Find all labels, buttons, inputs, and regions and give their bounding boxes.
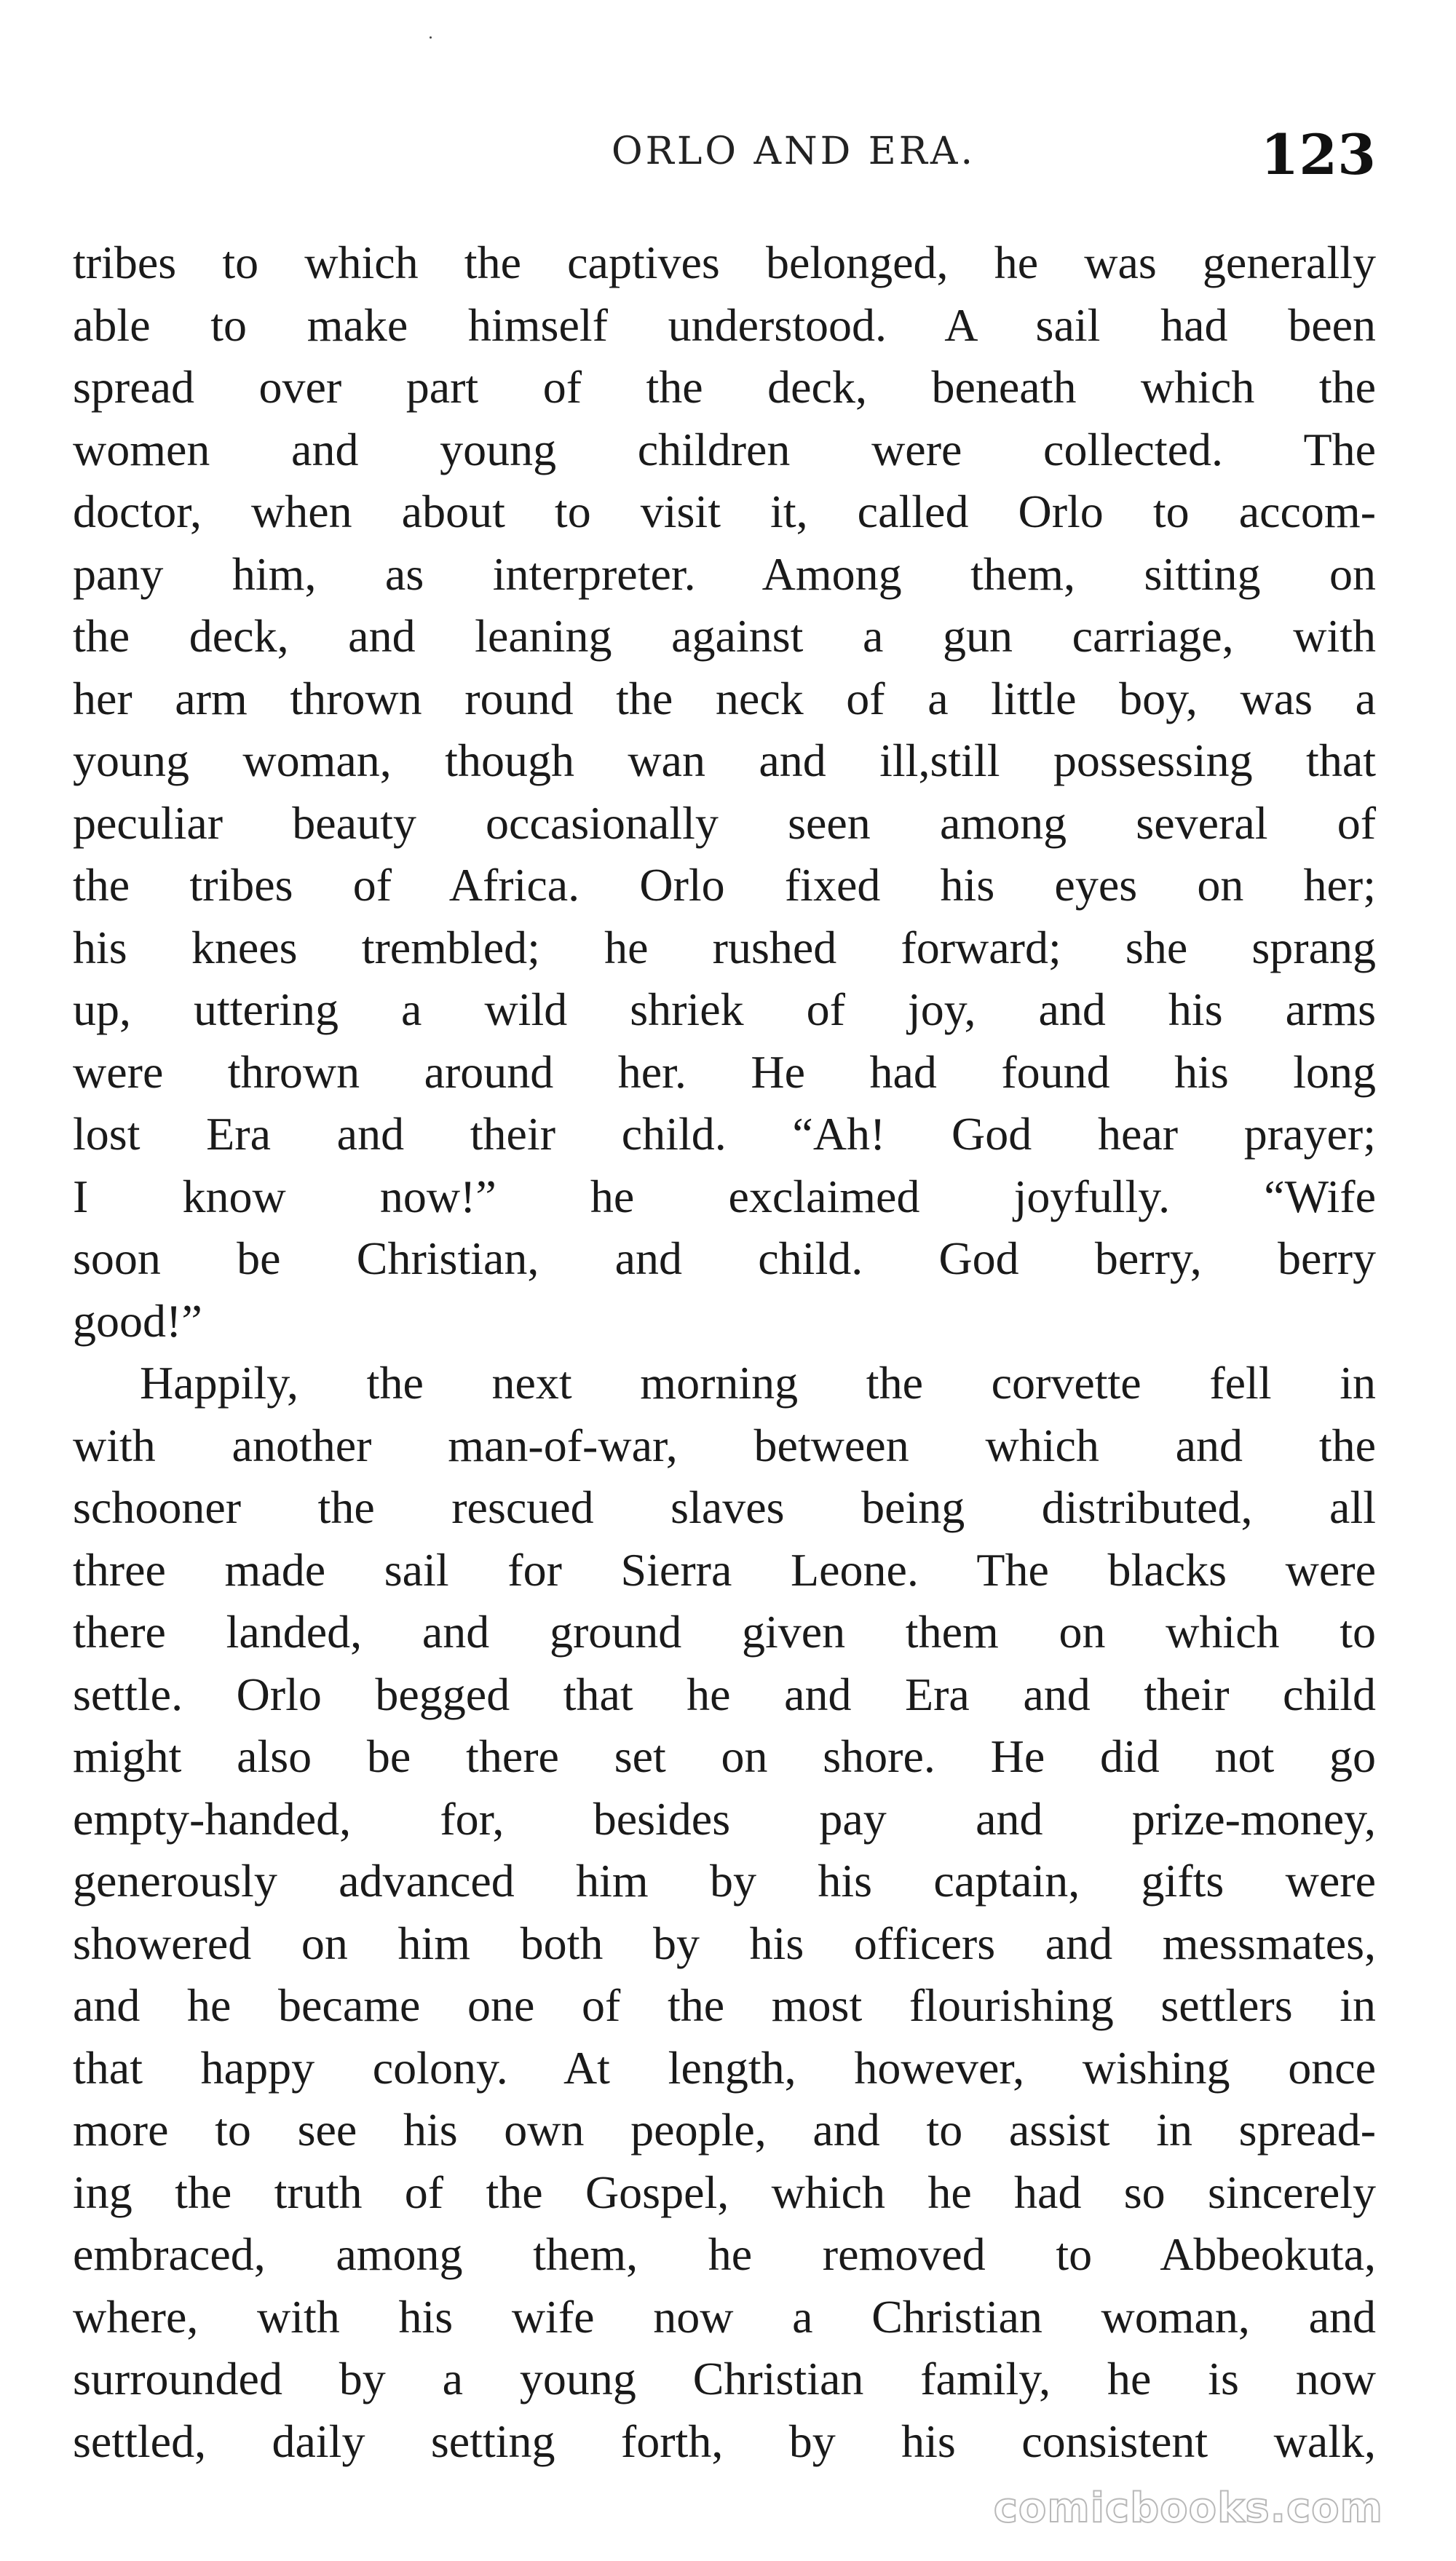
text-line: more to see his own people, and to assist in spread- <box>73 2104 1376 2156</box>
text-line: tribes to which the captives belonged, he was generally <box>73 237 1376 288</box>
page-number: 123 <box>1260 122 1376 187</box>
text-line: able to make himself understood. A sail had been <box>73 298 1376 351</box>
text-line: the tribes of Africa. Orlo fixed his eyes on her; <box>73 859 1376 911</box>
paper-speck <box>430 36 432 39</box>
text-line: and he became one of the most flourishing settlers in <box>73 1979 1376 2031</box>
text-line: might also be there set on shore. He did not go <box>73 1730 1376 1782</box>
text-line: generously advanced him by his captain, gifts were <box>73 1855 1376 1907</box>
text-line: where, with his wife now a Christian woman, and <box>73 2290 1376 2343</box>
body-text <box>73 231 1376 2472</box>
text-line: embraced, among them, he removed to Abbeokuta, <box>73 2228 1376 2280</box>
text-line: spread over part of the deck, beneath which the <box>73 361 1376 413</box>
text-line: the deck, and leaning against a gun carriage, with <box>73 610 1376 662</box>
text-line: soon be Christian, and child. God berry, berry <box>73 1232 1376 1284</box>
text-line: ing the truth of the Gospel, which he had so sincerely <box>73 2166 1376 2218</box>
paragraph-1 <box>73 231 1376 1352</box>
text-line: up, uttering a wild shriek of joy, and his arms <box>73 983 1376 1035</box>
text-line: Happily, the next morning the corvette fell in <box>140 1357 1376 1409</box>
text-line: good!” <box>73 1294 202 1347</box>
text-line: there landed, and ground given them on which to <box>73 1606 1376 1658</box>
text-line: empty-handed, for, besides pay and prize-money, <box>73 1792 1376 1845</box>
running-head: ORLO AND ERA. <box>612 130 976 173</box>
text-line: were thrown around her. He had found his long <box>73 1045 1376 1098</box>
text-line: surrounded by a young Christian family, he is now <box>73 2353 1376 2404</box>
watermark: comicbooks.com <box>993 2485 1383 2532</box>
text-line: women and young children were collected. The <box>73 423 1376 475</box>
text-line: three made sail for Sierra Leone. The blacks were <box>73 1543 1376 1596</box>
text-line: lost Era and their child. “Ah! God hear prayer; <box>73 1108 1376 1160</box>
text-line: with another man-of-war, between which and the <box>73 1419 1376 1471</box>
text-line: schooner the rescued slaves being distributed, all <box>73 1481 1376 1533</box>
text-line: settled, daily setting forth, by his consistent walk, <box>73 2415 1376 2467</box>
text-line: showered on him both by his officers and messmates, <box>73 1917 1376 1969</box>
text-line: that happy colony. At length, however, wishing once <box>73 2041 1376 2094</box>
text-line: young woman, though wan and ill,still possessing that <box>73 735 1376 786</box>
text-line: peculiar beauty occasionally seen among several of <box>73 796 1376 849</box>
paragraph-2 <box>73 1352 1376 2472</box>
text-line: I know now!” he exclaimed joyfully. “Wife <box>73 1170 1376 1222</box>
text-line: her arm thrown round the neck of a little boy, was a <box>73 672 1376 724</box>
text-line: doctor, when about to visit it, called Orlo to accom- <box>73 486 1376 537</box>
text-line: his knees trembled; he rushed forward; she sprang <box>73 921 1376 973</box>
text-line: pany him, as interpreter. Among them, sitting on <box>73 547 1376 600</box>
text-line: settle. Orlo begged that he and Era and their child <box>73 1668 1376 1720</box>
